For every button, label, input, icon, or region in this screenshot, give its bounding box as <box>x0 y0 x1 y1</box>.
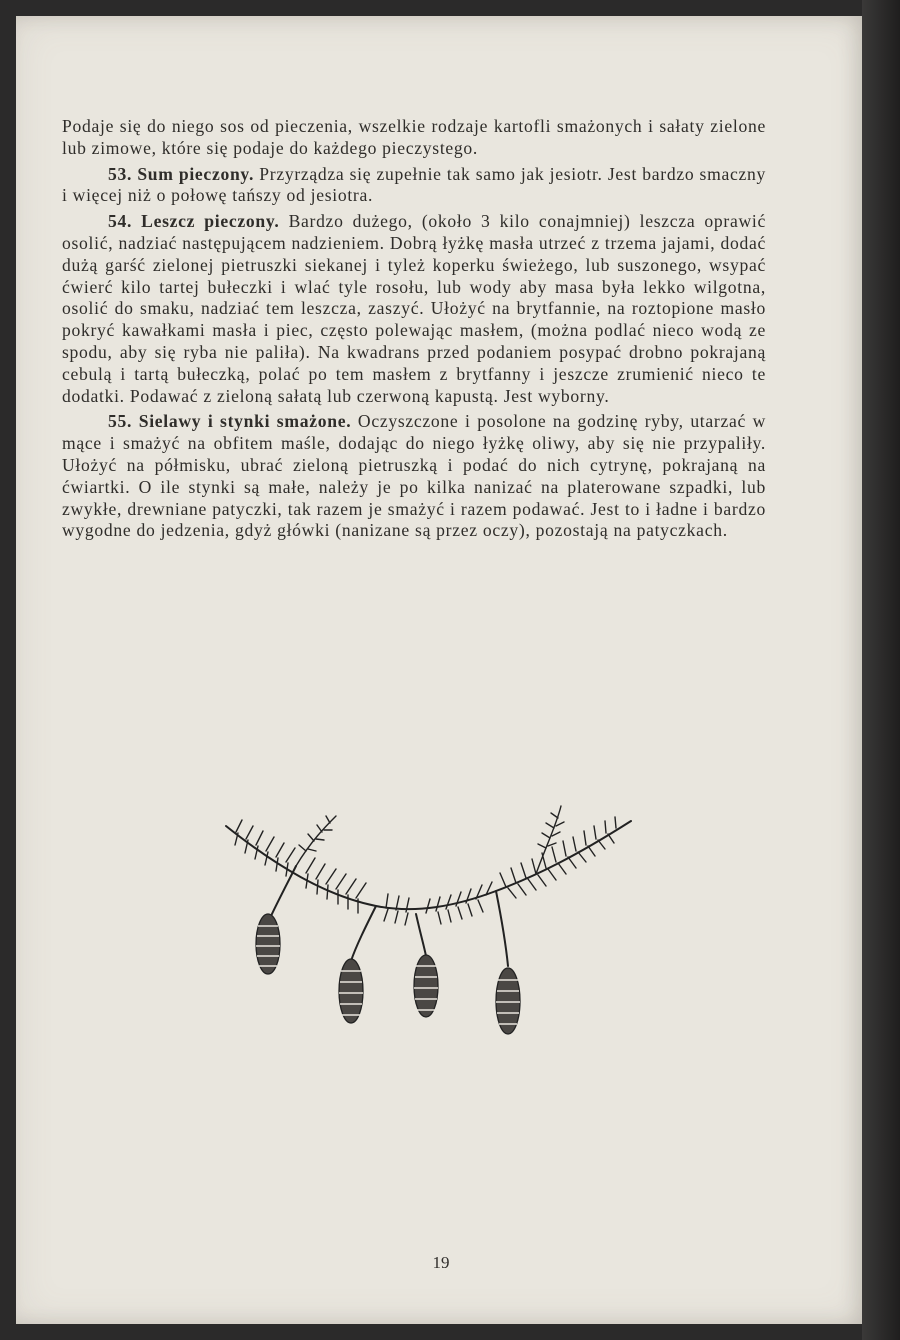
recipe-number: 54. <box>108 211 133 232</box>
recipe-number: 55. <box>108 411 133 432</box>
recipe-title: Sum pieczony. <box>137 163 255 184</box>
recipe-body: Oczyszczone i posolone na godzinę ryby, utarzać w mące i smażyć na obfitem maśle, dodając do niego łyżkę oliwy, aby się nie przypaliły. Ułożyć na półmisku, ubrać zieloną pietruszką i podać do nich cytrynę, pokrajaną na ćwiartki. O ile stynki są małe, należy je po kilka nanizać na platerowane szpadki, lub zwykłe, drewniane patyczki, tak razem je smażyć i razem podawać. Jest to i ładne i bardzo wygodne do jedzenia, gdyż główki (nanizane są przez oczy), pozostają na patyczkach. <box>62 411 766 541</box>
recipe-55 <box>62 411 766 542</box>
recipe-title: Leszcz pieczony. <box>141 211 280 232</box>
recipe-title: Sielawy i stynki smażone. <box>138 411 352 432</box>
page-text <box>62 116 766 546</box>
pine-cone-3 <box>414 955 438 1017</box>
recipe-53 <box>62 164 766 208</box>
recipe-54 <box>62 211 766 407</box>
recipe-body: Bardzo dużego, (około 3 kilo conajmniej) leszcza oprawić osolić, nadziać następującem nadzieniem. Dobrą łyżkę masła utrzeć z trzema jajami, dodać dużą garść zielonej pietruszki siekanej i tyleż koperku świeżego, lub suszonego, wsypać ćwierć kilo tartej bułeczki i wlać tyle rosołu, lub wody aby masa była lekko wilgotna, osolić do smaku, nadziać tem leszcza, zaszyć. Ułożyć na brytfannie, na roztopione masło pokryć kawałkami masła i piec, często polewając masłem, (można podlać nieco wodą ze spodu, aby się ryba nie paliła). Na kwadrans przed podaniem posypać drobno pokrajaną cebulą i tartą bułeczką, polać po tem masłem z brytfanny i jeszcze zrumienić nieco te dodatki. Podawać z zieloną sałatą lub czerwoną kapustą. Jest wyborny. <box>62 211 766 406</box>
pine-cone-2 <box>339 959 363 1023</box>
book-spine <box>862 0 900 1340</box>
page-number: 19 <box>432 1253 450 1272</box>
pine-branch-illustration <box>216 796 646 1066</box>
recipe-body: Przyrządza się zupełnie tak samo jak jesiotr. Jest bardzo smaczny i więcej niż o połowę tańszy od jesiotra. <box>62 163 766 206</box>
book-page <box>16 16 866 1324</box>
pine-cone-1 <box>256 914 280 974</box>
recipe-number: 53. <box>108 163 133 184</box>
pine-cone-4 <box>496 968 520 1034</box>
intro-paragraph: Podaje się do niego sos od pieczenia, wszelkie rodzaje kartofli smażonych i sałaty zielone lub zimowe, które się podaje do każdego pieczystego. <box>62 116 766 158</box>
